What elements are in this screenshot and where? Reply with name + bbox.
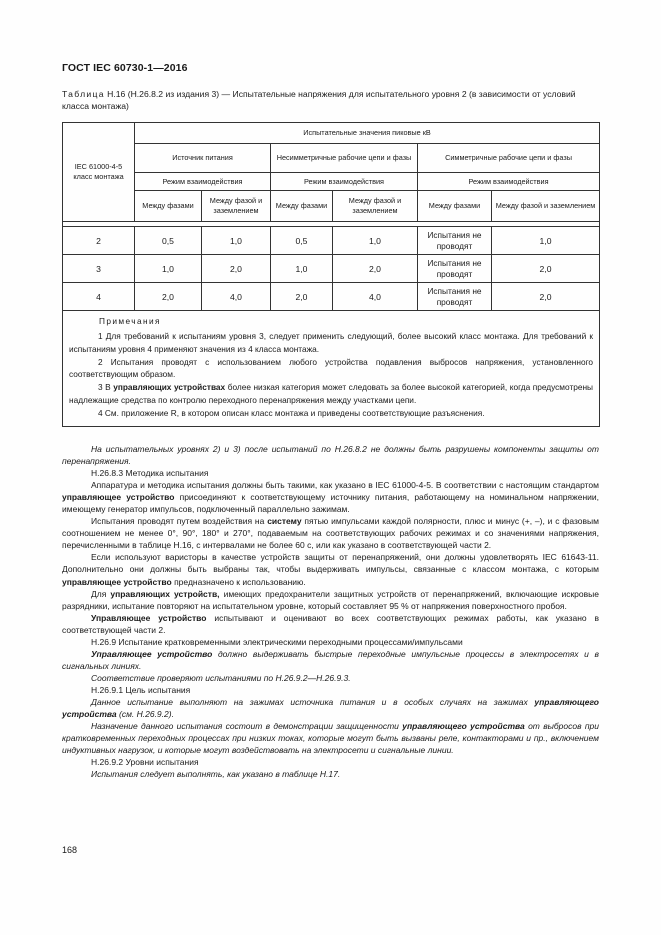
sub-header-phase-earth: Между фазой и заземлением (202, 191, 271, 222)
paragraph (62, 696, 599, 720)
sub-header-phase-phase: Между фазами (135, 191, 202, 222)
document-header: ГОСТ IEC 60730-1—2016 (62, 62, 188, 74)
text-run: испытывают и оценивают во всех соответствующих режимах работы, как указано в соответствующей части 2. (62, 612, 599, 635)
defined-term: Управляющее устройство (91, 612, 207, 623)
section-heading: Н.26.9.1 Цель испытания (91, 684, 191, 695)
value-cell: 2,0 (333, 255, 418, 283)
note-1: 1 Для требований к испытаниям уровня 3, следует применить следующий, более высокий класс монтажа. Для требований к испытаниям уровня 4 применяют значения из 4 класса монтажа. (69, 331, 594, 354)
defined-term: управляющего устройства (62, 696, 599, 720)
note-2: 2 Испытания проводят с использованием любого устройства подавления выбросов напряжения, установленного соответствующим образом. (69, 356, 594, 380)
paragraph: Испытания следует выполнять, как указано в таблице Н.17. (91, 769, 341, 780)
section-heading: Н.26.8.3 Методика испытания (91, 468, 209, 479)
value-cell: 0,5 (135, 227, 202, 255)
text-run: присоединяют к соответствующему источнику питания, работающему на номинальном напряжении, имеющему генератор импульсов, подключенный параллельно зажимам. (62, 492, 599, 515)
paragraph (62, 515, 599, 551)
value-cell: 2,0 (271, 283, 333, 311)
value-cell: 0,5 (271, 227, 333, 255)
group-header-power-supply: Источник питания (135, 144, 271, 173)
value-cell: Испытания не проводят (418, 255, 492, 283)
defined-term: управляющих устройств, (110, 588, 220, 599)
mode-header: Режим взаимодействия (271, 173, 418, 191)
note-3-post: более низкая категория может следовать за более высокой категорией, когда предусмотрены надлежащие средства по контролю переходного перенапряжения между участками цепи. (69, 382, 594, 405)
text-run: предназначено к использованию. (171, 576, 306, 587)
value-cell: 1,0 (135, 255, 202, 283)
value-cell: 1,0 (271, 255, 333, 283)
group-header-symmetrical: Симметричные рабочие цепи и фазы (418, 144, 600, 173)
text-run: Для (91, 588, 111, 599)
text-run: Аппаратура и методика испытания должны быть такими, как указано в IEC 61000-4-5. В соответствии с настоящим стандартом (91, 480, 599, 491)
value-cell: 1,0 (492, 227, 600, 255)
table-caption-text: Н.16 (Н.26.8.2 из издания 3) — Испытательные напряжения для испытательного уровня 2 (в зависимости от условий класса монтажа) (62, 89, 576, 111)
sub-header-phase-phase: Между фазами (271, 191, 333, 222)
paragraph: На испытательных уровнях 2) и 3) после испытаний по Н.26.8.2 не должны быть разрушены компоненты защиты от перенапряжения. (62, 444, 599, 467)
class-cell: 3 (63, 255, 135, 283)
installation-class-header: IEC 61000-4-5 класс монтажа (63, 123, 135, 222)
sub-header-phase-earth: Между фазой и заземлением (492, 191, 600, 222)
note-3 (69, 381, 593, 406)
defined-term: управляющего устройства (402, 721, 525, 732)
notes-title: Примечания (99, 316, 161, 326)
sub-header-phase-earth: Между фазой и заземлением (333, 191, 418, 222)
paragraph (62, 612, 599, 636)
value-cell: Испытания не проводят (418, 283, 492, 311)
defined-term: систему (267, 516, 302, 527)
paragraph: Соответствие проверяют испытаниями по Н.26.9.2—Н.26.9.3. (91, 672, 351, 683)
value-cell: 1,0 (202, 227, 271, 255)
text-run: Испытания проводят путем воздействия на (91, 516, 268, 527)
sub-header-phase-phase: Между фазами (418, 191, 492, 222)
class-cell: 2 (63, 227, 135, 255)
paragraph (62, 588, 599, 612)
mode-header: Режим взаимодействия (418, 173, 600, 191)
paragraph (62, 479, 599, 515)
defined-term: управляющее устройство (62, 576, 172, 587)
text-run: пятью импульсами каждой полярности, плюс и минус (+, –), и с фазовым соотношением не менее 0°, 90°, 180° и 270°, подаваемым на соответствующих рабочих режимах и со значениями напряжения, перечисленными в таблице Н.16, с интервалами не более 60 с, или как указано в соответствующей части 2. (62, 516, 599, 551)
value-cell: 2,0 (492, 255, 600, 283)
defined-term: управляющее устройство (62, 492, 175, 503)
value-cell: 1,0 (333, 227, 418, 255)
value-cell: 4,0 (333, 283, 418, 311)
text-run: Данное испытание выполняют на зажимах источника питания и в особых случаях на зажимах (91, 696, 535, 707)
text-run: от выбросов при кратковременных переходных процессах при низких токах, которые могут быть вызваны реле, контакторами и пр., включением индуктивных нагрузок, и которые могут воздействовать на электросети и сигнальные линии. (62, 721, 599, 756)
section-heading: Н.26.9 Испытание кратковременными электрическими переходными процессами/импульсами (91, 636, 463, 647)
text-run: имеющих предохранители защитных устройств от перенапряжений, включающие искровые разрядники, испытание повторяют на испытательном уровне, который составляет 95 % от напряжения поверхностного пробоя. (62, 588, 599, 611)
peak-values-header: Испытательные значения пиковые кВ (135, 123, 600, 144)
body-text (62, 443, 599, 780)
value-cell: Испытания не проводят (418, 227, 492, 255)
text-run: (см. Н.26.9.2). (116, 709, 174, 720)
table-notes (63, 311, 600, 427)
table-caption-label: Таблица (62, 89, 105, 99)
value-cell: 2,0 (135, 283, 202, 311)
mode-header: Режим взаимодействия (135, 173, 271, 191)
paragraph (62, 551, 599, 587)
table-caption (62, 89, 599, 112)
text-run: Назначение данного испытания состоит в демонстрации защищенности (91, 721, 403, 732)
class-cell: 4 (63, 283, 135, 311)
note-3-term: управляющих устройствах (113, 382, 226, 393)
value-cell: 2,0 (202, 255, 271, 283)
value-cell: 4,0 (202, 283, 271, 311)
paragraph (62, 720, 599, 756)
text-run: Если используют варисторы в качестве устройств защиты от перенапряжений, они должны удовлетворять IEC 61643-11. Дополнительно они должны быть выбраны так, чтобы выдерживать импульсы, связанные с классом монтажа, с которым (62, 552, 599, 575)
text-run: должно выдерживать быстрые переходные импульсные процессы в электросетях и в сигнальных линиях. (62, 648, 599, 671)
defined-term: Управляющее устройство (91, 648, 213, 659)
note-4: 4 См. приложение R, в котором описан класс монтажа и приведены соответствующие разъяснения. (98, 408, 485, 419)
page-number: 168 (62, 845, 78, 855)
value-cell: 2,0 (492, 283, 600, 311)
test-voltage-table (62, 122, 600, 427)
paragraph (62, 648, 599, 672)
group-header-unsymmetrical: Несимметричные рабочие цепи и фазы (271, 144, 418, 173)
table-row (63, 227, 600, 255)
table-row (63, 255, 600, 283)
note-3-pre: 3 В (98, 382, 114, 393)
table-row (63, 283, 600, 311)
section-heading: Н.26.9.2 Уровни испытания (91, 757, 199, 768)
